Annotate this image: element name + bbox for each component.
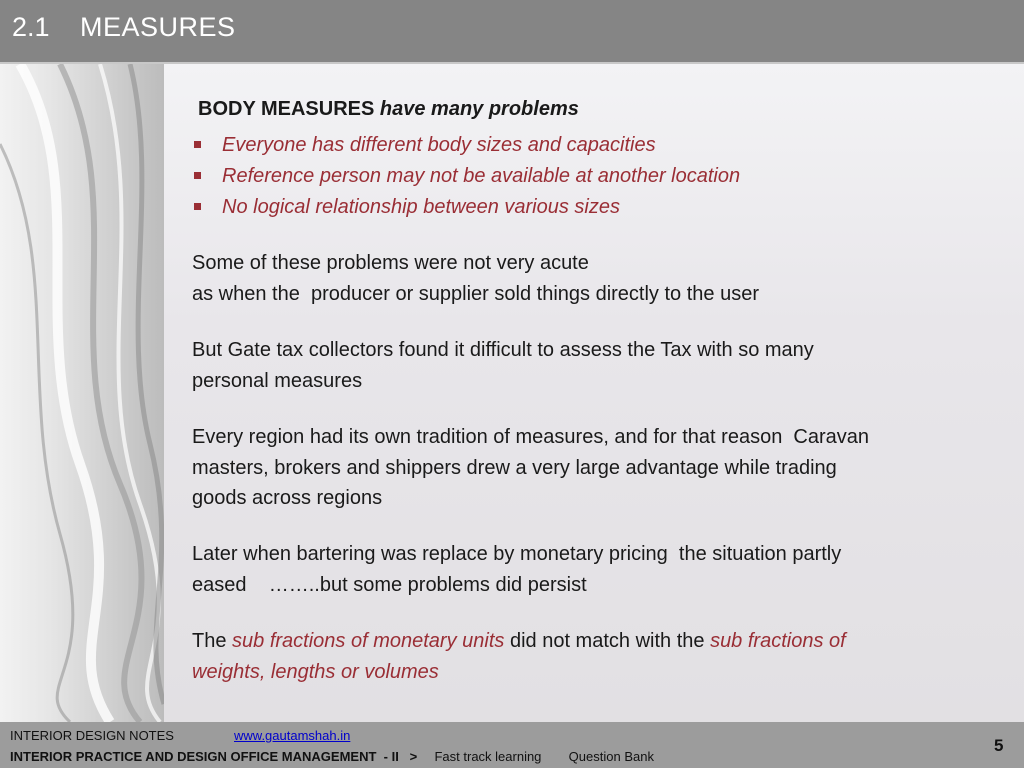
heading-bold: BODY MEASURES [198, 98, 375, 120]
square-bullet-icon [194, 141, 201, 148]
swirl-decoration-icon [0, 64, 164, 722]
problems-list [192, 130, 740, 223]
website-link[interactable]: www.gautamshah.in [234, 728, 351, 743]
list-item: Reference person may not be available at another location [192, 161, 740, 192]
paragraph-4: Later when bartering was replace by monetary pricing the situation partly eased ……..but some problems did persist [192, 543, 842, 596]
section-heading [198, 94, 579, 125]
highlight-sub-fractions: sub fractions of [710, 630, 846, 652]
slide-footer [0, 722, 1024, 768]
page-number: 5 [994, 736, 1004, 755]
paragraph-1: Some of these problems were not very acute as when the producer or supplier sold things directly to the user [192, 252, 759, 305]
decorative-side-panel [0, 64, 164, 722]
slide-header [0, 0, 1024, 64]
paragraph-3: Every region had its own tradition of measures, and for that reason Caravan masters, brokers and shippers drew a very large advantage while trading goods across regions [192, 426, 870, 509]
paragraph-2: But Gate tax collectors found it difficult to assess the Tax with so many personal measures [192, 339, 814, 392]
footer-course-line [10, 749, 654, 764]
list-item: Everyone has different body sizes and capacities [192, 130, 740, 161]
footer-notes-label: INTERIOR DESIGN NOTES [10, 728, 174, 743]
highlight-weights: weights, lengths or volumes [192, 660, 439, 683]
square-bullet-icon [194, 203, 201, 210]
paragraph-5: The sub fractions of monetary units did not match with the sub fractions of weights, lengths or volumes [192, 626, 992, 687]
square-bullet-icon [194, 172, 201, 179]
section-number: 2.1 [12, 12, 50, 42]
course-title: INTERIOR PRACTICE AND DESIGN OFFICE MANAGEMENT - II > [10, 749, 418, 764]
heading-italic: have many problems [379, 98, 579, 120]
question-bank-label: Question Bank [568, 749, 654, 764]
highlight-monetary-units: sub fractions of monetary units [232, 630, 505, 652]
slide-title: MEASURES [80, 12, 236, 42]
fast-track-label: Fast track learning [434, 749, 542, 764]
list-item: No logical relationship between various sizes [192, 192, 740, 223]
